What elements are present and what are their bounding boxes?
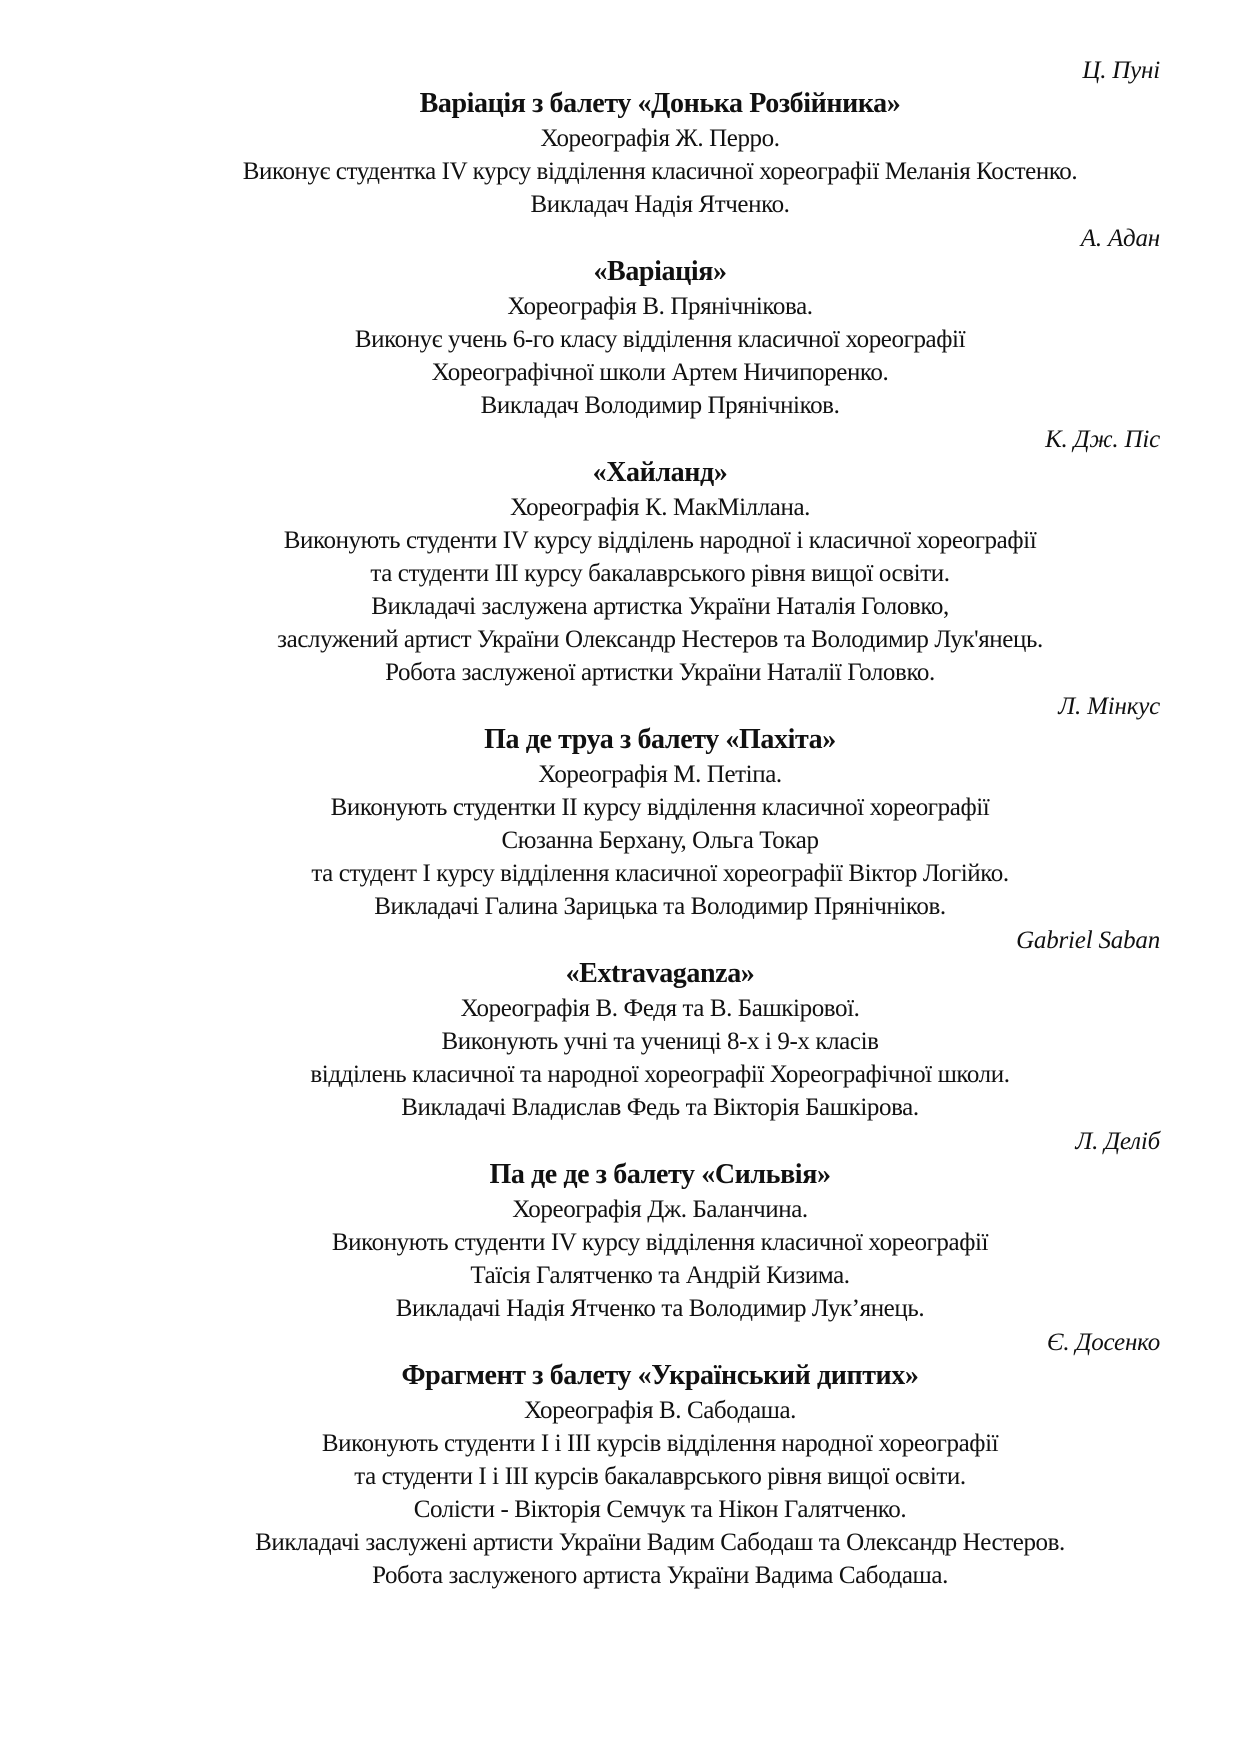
choreography-line: Хореографія М. Петіпа.: [538, 761, 782, 788]
program-entry-7: [140, 1328, 1160, 1592]
teacher-line: Викладач Володимир Прянічніков.: [480, 392, 840, 419]
composer-name: Ц. Пуні: [1082, 57, 1160, 84]
teacher-line: Викладачі заслужені артисти України Вадим Сабодаш та Олександр Нестеров.: [255, 1529, 1065, 1556]
teacher-line: Викладач Надія Ятченко.: [530, 191, 790, 218]
composer-name: Л. Деліб: [1075, 1128, 1160, 1155]
performer-line: Хореографічної школи Артем Ничипоренко.: [431, 359, 889, 386]
composer-name: Є. Досенко: [1046, 1329, 1160, 1356]
soloists-line: Солісти - Вікторія Семчук та Нікон Галятченко.: [413, 1496, 907, 1523]
performer-line: Сюзанна Берхану, Ольга Токар: [501, 827, 819, 854]
piece-title: «Extravaganza»: [565, 958, 755, 989]
performer-line: Виконують учні та учениці 8-х і 9-х класів: [441, 1028, 879, 1055]
choreography-line: Хореографія Дж. Баланчина.: [512, 1196, 808, 1223]
choreography-line: Хореографія К. МакМіллана.: [509, 494, 810, 521]
program-entry-3: [140, 425, 1160, 689]
performer-line: Виконує студентка IV курсу відділення класичної хореографії Меланія Костенко.: [242, 158, 1078, 185]
performer-line: Таїсія Галятченко та Андрій Кизима.: [470, 1262, 850, 1289]
choreography-line: Хореографія В. Сабодаша.: [523, 1397, 797, 1424]
performer-line: Виконує учень 6-го класу відділення класичної хореографії: [354, 326, 966, 353]
performer-line: Виконують студенти I і III курсів відділення народної хореографії: [321, 1430, 999, 1457]
teacher-line: Викладачі Владислав Федь та Вікторія Башкірова.: [401, 1094, 919, 1121]
piece-title: «Варіація»: [593, 256, 727, 287]
teacher-line: Викладачі заслужена артистка України Наталія Головко,: [371, 593, 949, 620]
piece-title: Варіація з балету «Донька Розбійника»: [419, 88, 901, 119]
composer-name: А. Адан: [1080, 225, 1160, 252]
piece-title: Па де де з балету «Сильвія»: [489, 1159, 831, 1190]
choreography-line: Хореографія В. Федя та В. Башкірової.: [460, 995, 860, 1022]
performer-line: Виконують студенти IV курсу відділення класичної хореографії: [331, 1229, 989, 1256]
performer-line: Виконують студентки II курсу відділення класичної хореографії: [330, 794, 990, 821]
program-page: [140, 56, 1160, 1595]
composer-name: К. Дж. Піс: [1045, 426, 1160, 453]
teacher-line: заслужений артист України Олександр Нестеров та Володимир Лук'янець.: [277, 626, 1043, 653]
choreography-line: Хореографія В. Прянічнікова.: [507, 293, 813, 320]
teacher-line: Викладачі Надія Ятченко та Володимир Лук’янець.: [395, 1295, 925, 1322]
piece-title: Па де труа з балету «Пахіта»: [484, 724, 836, 755]
program-entry-6: [140, 1127, 1160, 1325]
piece-title: «Хайланд»: [592, 457, 728, 488]
piece-title: Фрагмент з балету «Український диптих»: [401, 1360, 919, 1391]
performer-line: та студент I курсу відділення класичної хореографії Віктор Логійко.: [311, 860, 1009, 887]
performer-line: Виконують студенти IV курсу відділень народної і класичної хореографії: [283, 527, 1037, 554]
credit-line: Робота заслуженого артиста України Вадима Сабодаша.: [372, 1562, 948, 1589]
program-entry-1: [140, 56, 1160, 221]
composer-name: Gabriel Saban: [1016, 927, 1160, 954]
program-entry-2: [140, 224, 1160, 422]
program-entry-4: [140, 692, 1160, 923]
performer-line: та студенти I і III курсів бакалаврського рівня вищої освіти.: [354, 1463, 966, 1490]
credit-line: Робота заслуженої артистки України Наталії Головко.: [385, 659, 935, 686]
composer-name: Л. Мінкус: [1058, 693, 1160, 720]
performer-line: відділень класичної та народної хореографії Хореографічної школи.: [310, 1061, 1010, 1088]
program-entry-5: [140, 926, 1160, 1124]
performer-line: та студенти III курсу бакалаврського рівня вищої освіти.: [370, 560, 950, 587]
choreography-line: Хореографія Ж. Перро.: [540, 125, 780, 152]
teacher-line: Викладачі Галина Зарицька та Володимир Прянічніков.: [374, 893, 946, 920]
